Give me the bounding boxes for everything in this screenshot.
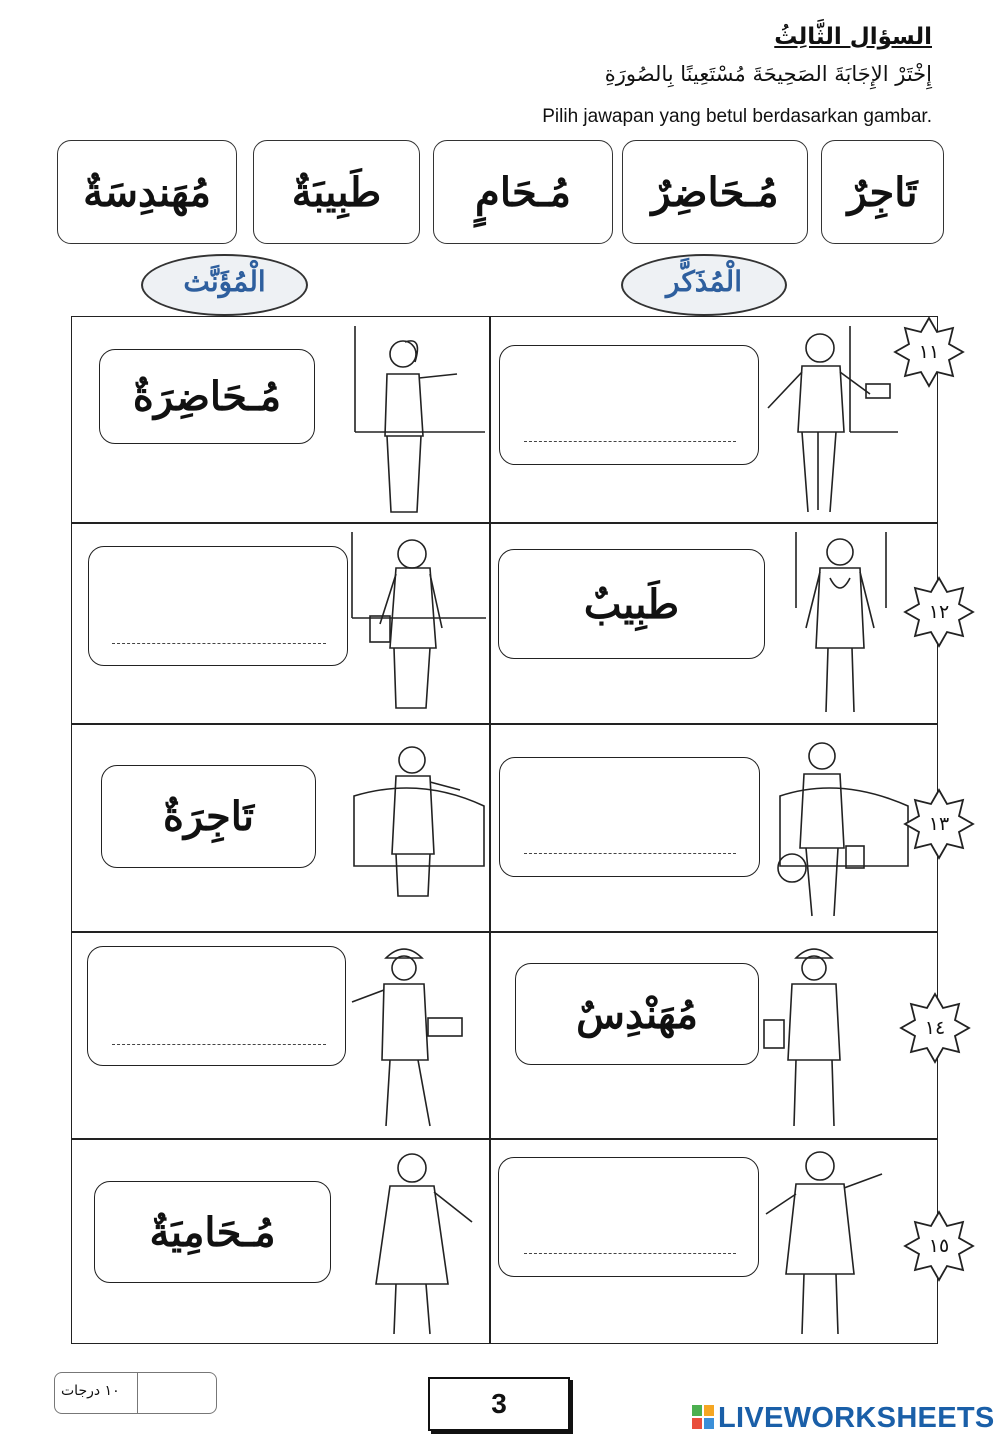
answer-blank-line <box>112 643 326 644</box>
masculine-answer-13[interactable] <box>499 757 760 877</box>
masculine-column-label: الْمُذَكَّر <box>621 254 787 316</box>
feminine-answer-13: تَاجِرَةٌ <box>101 765 316 868</box>
score-divider <box>137 1373 138 1413</box>
masculine-answer-11[interactable] <box>499 345 759 465</box>
page-number: 3 <box>428 1377 570 1431</box>
question-number: ١٣ <box>928 813 950 835</box>
word-bank-item[interactable]: تَاجِرٌ <box>821 140 944 244</box>
question-number: ١٢ <box>928 601 950 623</box>
male-lawyer-figure <box>756 1144 896 1340</box>
feminine-answer-15: مُـحَامِيَةٌ <box>94 1181 331 1283</box>
word-bank-item[interactable]: مُـحَاضِرٌ <box>622 140 808 244</box>
female-trader-figure <box>350 736 488 926</box>
question-number: ١١ <box>918 341 940 363</box>
question-number: ١٥ <box>928 1235 950 1257</box>
word-bank-item[interactable]: مُـحَامٍ <box>433 140 613 244</box>
row-divider <box>71 723 938 725</box>
female-lecturer-figure <box>345 322 485 522</box>
brand-name: LIVEWORKSHEETS <box>718 1402 995 1434</box>
row-divider <box>71 522 938 524</box>
feminine-answer-11: مُـحَاضِرَةٌ <box>99 349 315 444</box>
instruction-malay: Pilih jawapan yang betul berdasarkan gambar. <box>542 106 932 127</box>
liveworksheets-logo-icon <box>692 1405 714 1429</box>
score-label: ١٠ درجات <box>61 1383 120 1399</box>
male-doctor-figure <box>790 528 900 720</box>
instruction-arabic: إِخْتَرْ الإِجَابَةَ الصَحِيحَةَ مُسْتَعِينًا بِالصُورَةِ <box>604 62 932 86</box>
female-engineer-figure <box>346 940 486 1134</box>
answer-blank-line <box>524 1253 736 1254</box>
female-doctor-figure <box>346 528 486 720</box>
female-lawyer-figure <box>360 1144 486 1340</box>
feminine-answer-12[interactable] <box>88 546 348 666</box>
feminine-answer-14[interactable] <box>87 946 346 1066</box>
row-divider <box>71 1138 938 1140</box>
male-trader-figure <box>770 736 910 926</box>
masculine-answer-14: مُهَنْدِسٌ <box>515 963 759 1065</box>
answer-blank-line <box>524 441 736 442</box>
question-number: ١٤ <box>924 1017 946 1039</box>
masculine-answer-12: طَبِيبٌ <box>498 549 765 659</box>
row-divider <box>71 931 938 933</box>
answer-blank-line <box>112 1044 326 1045</box>
male-engineer-figure <box>760 940 870 1134</box>
question-title: السؤال الثَّالِثُ <box>774 24 932 50</box>
masculine-answer-15[interactable] <box>498 1157 759 1277</box>
column-divider <box>489 316 491 1344</box>
word-bank-item[interactable]: مُهَندِسَةٌ <box>57 140 237 244</box>
feminine-column-label: الْمُؤَنَّث <box>141 254 308 316</box>
word-bank-item[interactable]: طَبِيبَةٌ <box>253 140 420 244</box>
answer-blank-line <box>524 853 736 854</box>
score-box <box>54 1372 217 1414</box>
male-lecturer-figure <box>758 322 898 522</box>
